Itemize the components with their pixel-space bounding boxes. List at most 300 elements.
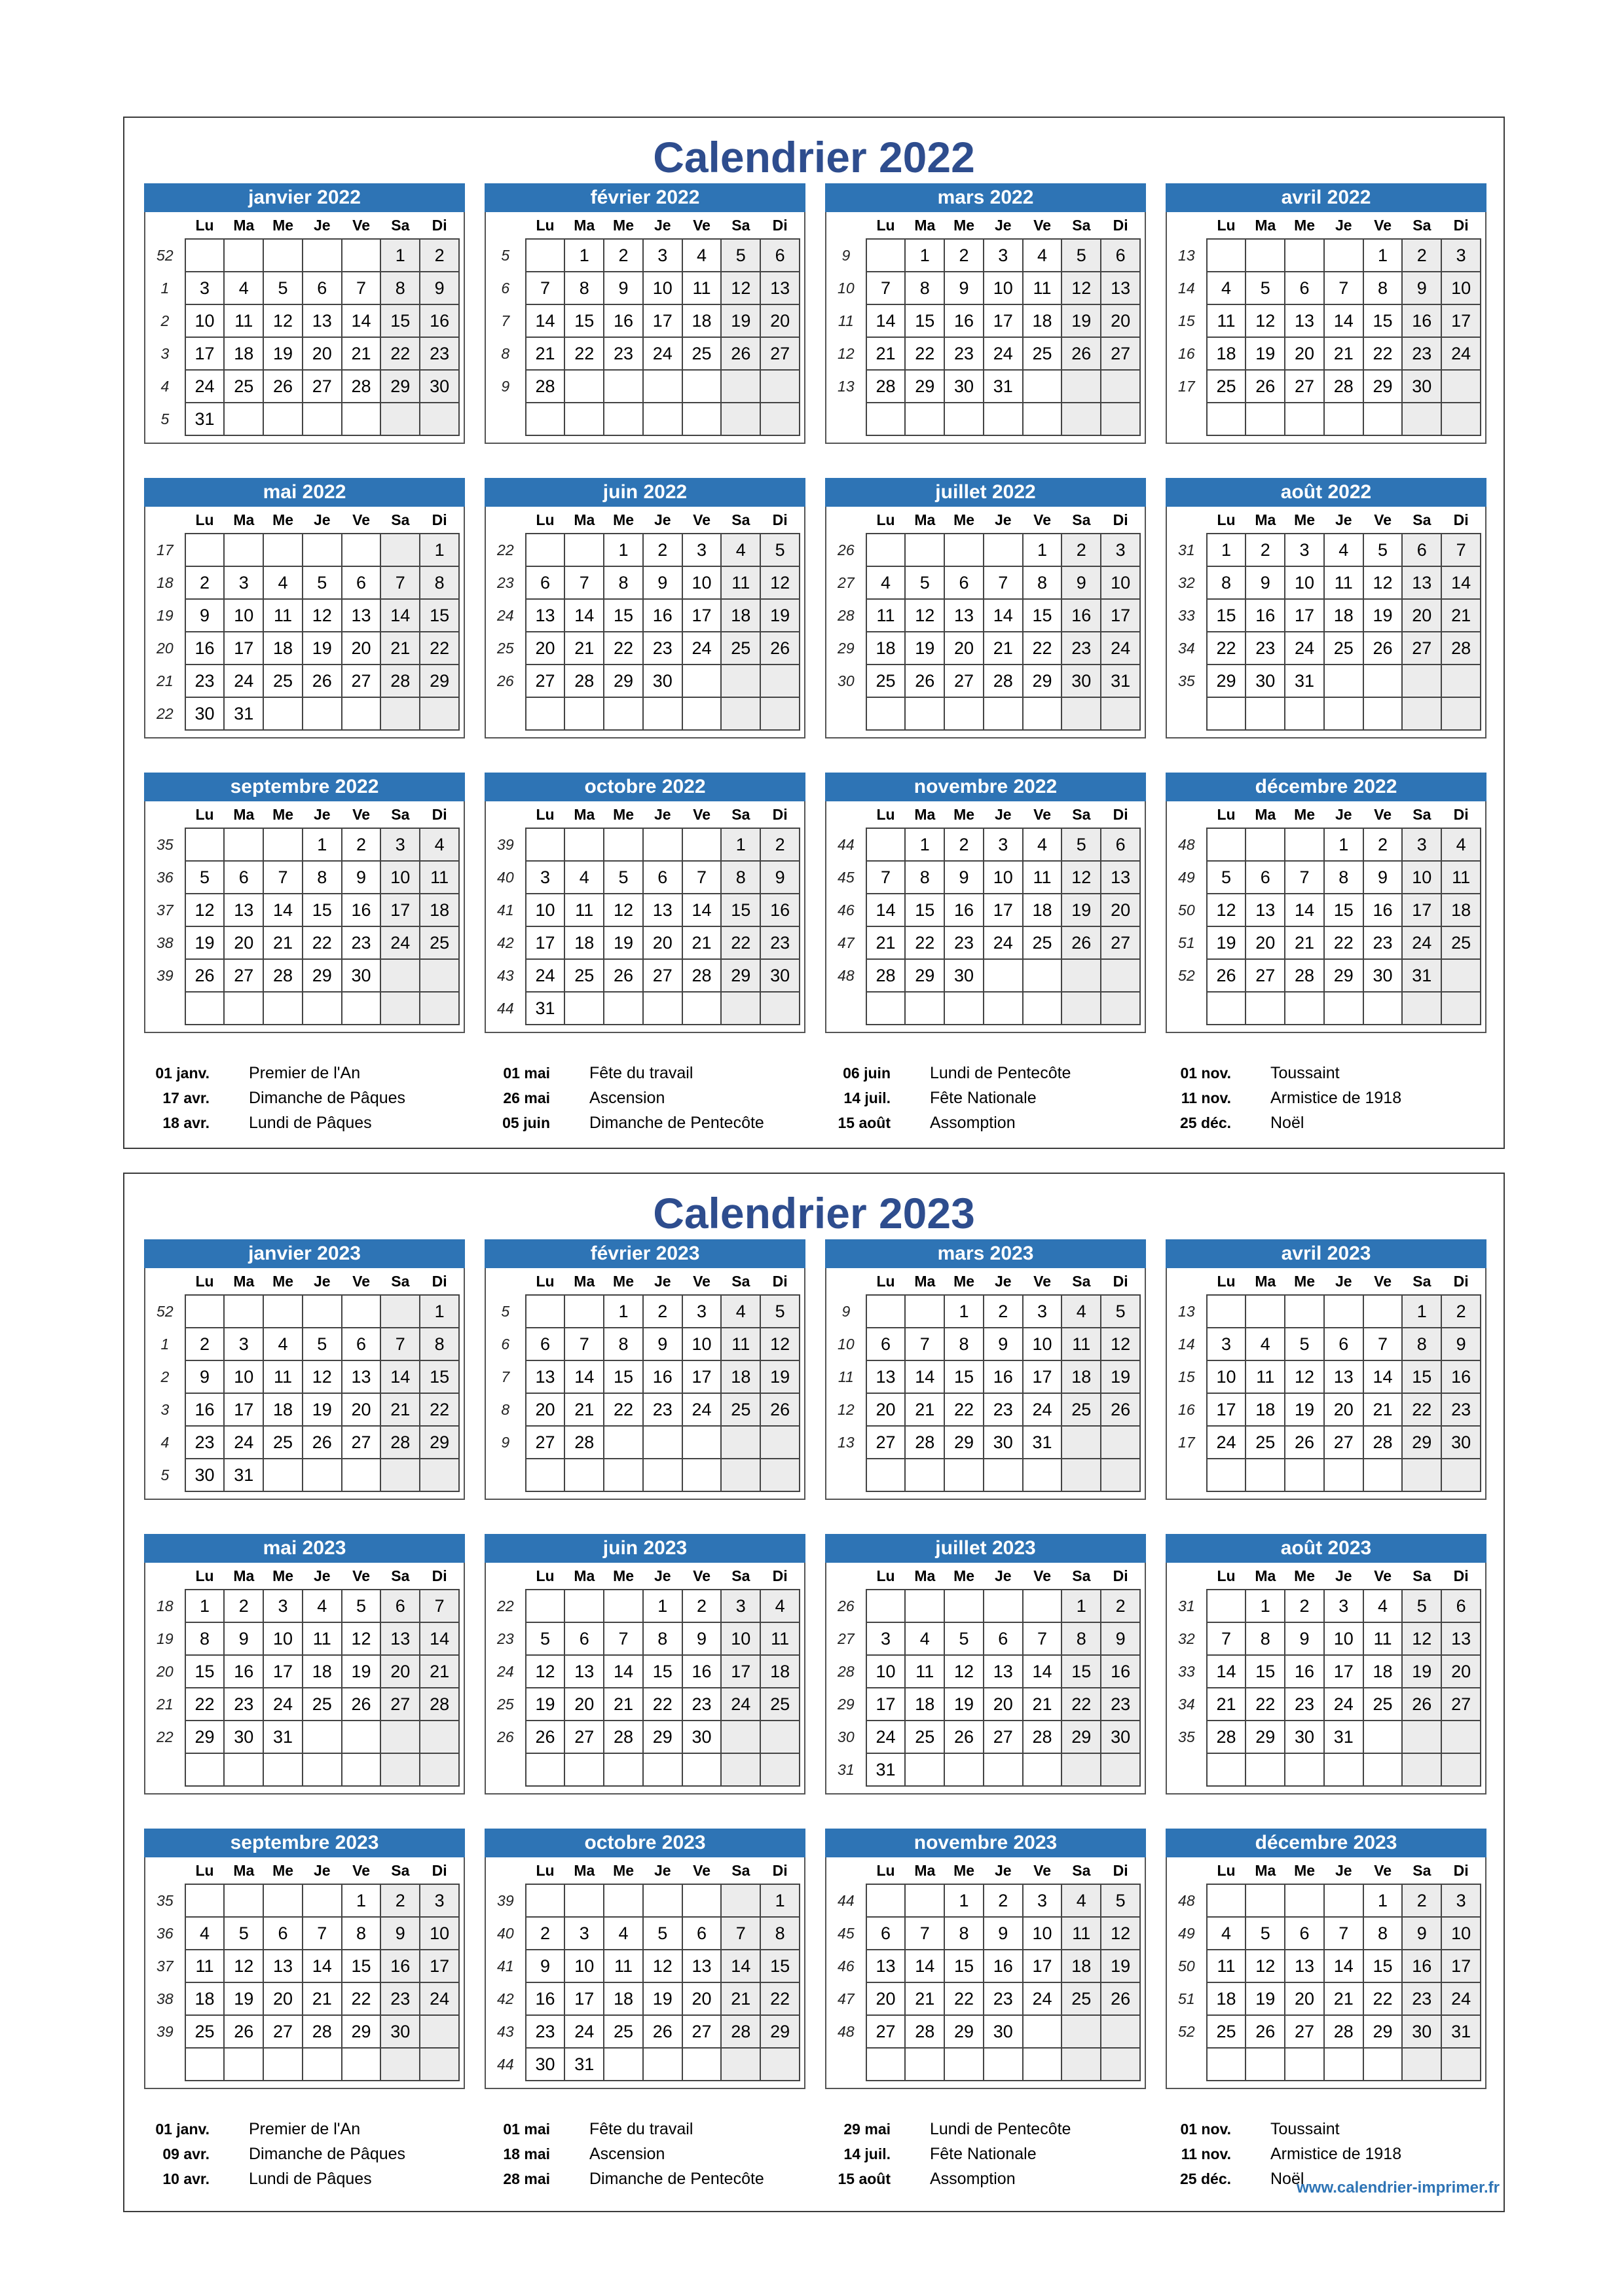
week-row xyxy=(1167,1426,1481,1459)
day-cell xyxy=(643,1459,682,1491)
day-cell: 13 xyxy=(224,894,263,926)
day-cell: 28 xyxy=(380,1426,420,1459)
day-cell xyxy=(1061,370,1101,403)
day-cell xyxy=(604,2048,643,2081)
day-cell: 9 xyxy=(944,272,984,304)
day-cell: 29 xyxy=(1363,2015,1403,2048)
day-cell: 18 xyxy=(760,1655,800,1688)
day-cell: 14 xyxy=(1363,1360,1403,1393)
day-cell: 24 xyxy=(1441,1982,1481,2015)
week-row xyxy=(1167,534,1481,566)
month-calendar xyxy=(485,773,805,1033)
day-cell: 27 xyxy=(224,959,263,992)
week-row xyxy=(486,828,800,861)
week-row xyxy=(826,1950,1140,1982)
week-row xyxy=(145,370,459,403)
day-cell: 30 xyxy=(1402,370,1441,403)
day-cell: 19 xyxy=(303,632,342,665)
day-cell: 6 xyxy=(866,1328,906,1360)
day-cell: 15 xyxy=(760,1950,800,1982)
day-cell: 11 xyxy=(905,1655,944,1688)
week-number: 32 xyxy=(1178,574,1195,591)
weekday-header: Me xyxy=(613,1567,635,1584)
week-number: 31 xyxy=(1178,1597,1195,1614)
week-number-header xyxy=(486,801,526,828)
holiday-date: 01 nov. xyxy=(1180,1065,1231,1082)
week-number: 13 xyxy=(838,377,855,395)
holiday-row xyxy=(805,1085,1146,1110)
weekday-header: Me xyxy=(613,216,634,234)
day-cell: 14 xyxy=(721,1950,760,1982)
day-cell: 18 xyxy=(1023,304,1062,337)
day-cell: 6 xyxy=(1101,828,1140,861)
day-cell: 3 xyxy=(1324,1590,1363,1622)
weekday-header: Je xyxy=(995,1861,1012,1879)
day-cell xyxy=(1324,1884,1363,1917)
day-cell: 3 xyxy=(224,566,263,599)
day-cell: 9 xyxy=(420,272,459,304)
week-row xyxy=(486,894,800,926)
day-cell: 6 xyxy=(866,1917,906,1950)
week-number: 18 xyxy=(157,1597,174,1614)
day-cell xyxy=(1285,1753,1324,1786)
day-cell: 25 xyxy=(905,1721,944,1753)
day-cell: 15 xyxy=(1402,1360,1441,1393)
day-cell xyxy=(1061,2015,1101,2048)
month-header: décembre 2023 xyxy=(1166,1829,1486,1857)
day-cell xyxy=(984,992,1023,1025)
weekday-header: Di xyxy=(1453,1272,1469,1290)
week-row xyxy=(486,534,800,566)
holiday-date: 25 déc. xyxy=(1180,1114,1231,1131)
day-cell: 31 xyxy=(1101,665,1140,697)
month-grid xyxy=(1166,1268,1486,1500)
holiday-date: 15 août xyxy=(838,1114,891,1131)
holiday-row xyxy=(1146,1085,1486,1110)
day-cell xyxy=(1441,2048,1481,2081)
weekday-header: Ma xyxy=(233,1272,255,1290)
day-cell: 9 xyxy=(643,566,682,599)
day-cell: 27 xyxy=(1101,337,1140,370)
month-calendar xyxy=(825,773,1146,1033)
day-cell xyxy=(1402,665,1441,697)
month-grid xyxy=(485,212,805,444)
footer-link[interactable]: www.calendrier-imprimer.fr xyxy=(1297,2179,1500,2196)
day-cell: 5 xyxy=(185,861,225,894)
day-cell xyxy=(380,534,420,566)
week-number: 42 xyxy=(497,1990,514,2007)
holiday-name: Premier de l'An xyxy=(249,1064,361,1082)
holiday-row xyxy=(465,2141,805,2166)
week-row xyxy=(826,632,1140,665)
day-cell: 26 xyxy=(1207,959,1246,992)
day-cell: 4 xyxy=(1441,828,1481,861)
week-row xyxy=(1167,1622,1481,1655)
day-cell xyxy=(263,697,303,730)
day-cell: 14 xyxy=(1441,566,1481,599)
holiday-name: Premier de l'An xyxy=(249,2120,361,2138)
day-cell: 31 xyxy=(564,2048,604,2081)
day-cell: 6 xyxy=(224,861,263,894)
day-cell xyxy=(1246,992,1285,1025)
day-cell: 24 xyxy=(1324,1688,1363,1721)
week-number xyxy=(486,1753,526,1786)
month-grid xyxy=(1166,212,1486,444)
day-cell: 26 xyxy=(1101,1982,1140,2015)
day-cell: 29 xyxy=(420,665,459,697)
week-row xyxy=(826,1590,1140,1622)
day-cell: 18 xyxy=(1207,337,1246,370)
month-header: décembre 2022 xyxy=(1166,773,1486,801)
day-cell: 31 xyxy=(263,1721,303,1753)
day-cell xyxy=(1324,403,1363,435)
day-cell: 19 xyxy=(526,1688,565,1721)
weekday-header: Je xyxy=(995,511,1012,528)
day-cell xyxy=(526,1753,565,1786)
week-number: 26 xyxy=(838,1597,855,1614)
day-cell xyxy=(420,1721,459,1753)
week-number: 39 xyxy=(157,2022,174,2040)
day-cell: 6 xyxy=(944,566,984,599)
day-cell xyxy=(682,697,722,730)
week-number: 9 xyxy=(501,377,510,395)
day-cell xyxy=(1363,665,1403,697)
day-cell xyxy=(342,2048,381,2081)
day-cell: 18 xyxy=(564,926,604,959)
day-cell: 15 xyxy=(721,894,760,926)
day-cell xyxy=(1285,697,1324,730)
day-cell xyxy=(604,1753,643,1786)
day-cell xyxy=(984,1459,1023,1491)
day-cell: 30 xyxy=(682,1721,722,1753)
weekday-header: Di xyxy=(1453,216,1469,234)
weekday-header: Lu xyxy=(876,1567,895,1584)
weekday-header: Lu xyxy=(195,805,214,823)
weekday-header: Sa xyxy=(1412,1567,1431,1584)
holiday-name: Toussaint xyxy=(1270,1064,1340,1082)
day-cell: 27 xyxy=(303,370,342,403)
day-cell: 24 xyxy=(866,1721,906,1753)
day-cell: 25 xyxy=(682,337,722,370)
day-cell: 31 xyxy=(185,403,225,435)
week-number: 44 xyxy=(497,2055,514,2073)
day-cell: 23 xyxy=(1101,1688,1140,1721)
day-cell xyxy=(224,534,263,566)
day-cell: 20 xyxy=(342,632,381,665)
day-cell: 12 xyxy=(1101,1917,1140,1950)
month-calendar xyxy=(144,1829,465,2089)
day-cell xyxy=(185,1884,225,1917)
day-cell xyxy=(984,1753,1023,1786)
day-cell: 28 xyxy=(1441,632,1481,665)
day-cell: 4 xyxy=(604,1917,643,1950)
day-cell: 3 xyxy=(1441,239,1481,272)
day-cell: 21 xyxy=(604,1688,643,1721)
day-cell: 26 xyxy=(760,1393,800,1426)
day-cell xyxy=(682,1459,722,1491)
day-cell: 11 xyxy=(721,566,760,599)
week-number: 17 xyxy=(157,541,174,558)
day-cell: 4 xyxy=(420,828,459,861)
day-cell xyxy=(866,534,906,566)
weekday-header: Ve xyxy=(1374,1861,1392,1879)
day-cell: 2 xyxy=(944,828,984,861)
day-cell xyxy=(1363,1295,1403,1328)
month-calendar xyxy=(825,1829,1146,2089)
day-cell: 28 xyxy=(1363,1426,1403,1459)
week-number xyxy=(1167,1753,1207,1786)
day-cell: 28 xyxy=(564,1426,604,1459)
day-cell: 20 xyxy=(526,1393,565,1426)
day-cell xyxy=(420,2015,459,2048)
day-cell: 26 xyxy=(604,959,643,992)
weekday-header: Ma xyxy=(1255,511,1276,528)
week-row xyxy=(826,272,1140,304)
day-cell: 9 xyxy=(1441,1328,1481,1360)
month-grid xyxy=(144,1857,465,2089)
day-cell: 4 xyxy=(1023,828,1062,861)
day-cell xyxy=(526,697,565,730)
day-cell xyxy=(1324,697,1363,730)
day-cell: 29 xyxy=(380,370,420,403)
week-number: 41 xyxy=(497,901,514,919)
weekday-header: Ma xyxy=(233,216,255,234)
day-cell: 20 xyxy=(1285,337,1324,370)
day-cell: 8 xyxy=(721,861,760,894)
day-cell: 23 xyxy=(1402,1982,1441,2015)
day-cell: 19 xyxy=(643,1982,682,2015)
day-cell xyxy=(866,1459,906,1491)
day-cell: 4 xyxy=(185,1917,225,1950)
day-cell xyxy=(1061,1459,1101,1491)
day-cell: 2 xyxy=(1402,239,1441,272)
week-number-header xyxy=(486,507,526,534)
day-cell: 18 xyxy=(1363,1655,1403,1688)
week-number: 12 xyxy=(838,344,855,362)
day-cell xyxy=(303,2048,342,2081)
day-cell: 25 xyxy=(1441,926,1481,959)
week-number-header xyxy=(826,212,866,239)
year-title: Calendrier 2022 xyxy=(653,133,975,181)
day-cell xyxy=(643,1753,682,1786)
week-row xyxy=(826,1328,1140,1360)
day-cell xyxy=(905,1295,944,1328)
day-cell: 14 xyxy=(682,894,722,926)
day-cell: 1 xyxy=(1023,534,1062,566)
holiday-name: Armistice de 1918 xyxy=(1270,1089,1402,1107)
day-cell: 18 xyxy=(185,1982,225,2015)
weekday-header: Sa xyxy=(391,1567,410,1584)
day-cell: 1 xyxy=(1246,1590,1285,1622)
day-cell: 17 xyxy=(1441,1950,1481,1982)
day-cell: 5 xyxy=(905,566,944,599)
weekday-header: Ve xyxy=(352,216,370,234)
day-cell xyxy=(1363,697,1403,730)
day-cell: 14 xyxy=(1207,1655,1246,1688)
weekday-header: Lu xyxy=(536,1272,555,1290)
day-cell: 1 xyxy=(1324,828,1363,861)
day-cell: 11 xyxy=(224,304,263,337)
day-cell xyxy=(263,1884,303,1917)
week-row xyxy=(826,1688,1140,1721)
day-cell xyxy=(526,239,565,272)
day-cell xyxy=(526,403,565,435)
week-number: 39 xyxy=(157,966,174,984)
day-cell: 22 xyxy=(185,1688,225,1721)
holiday-row xyxy=(124,2117,465,2141)
week-number: 38 xyxy=(157,1990,174,2007)
day-cell: 20 xyxy=(760,304,800,337)
week-row xyxy=(826,1622,1140,1655)
day-cell: 14 xyxy=(564,1360,604,1393)
day-cell xyxy=(760,2048,800,2081)
day-cell xyxy=(984,697,1023,730)
week-row xyxy=(1167,1982,1481,2015)
week-number: 51 xyxy=(1178,934,1195,951)
week-row xyxy=(145,1884,459,1917)
day-cell: 4 xyxy=(866,566,906,599)
day-cell: 26 xyxy=(526,1721,565,1753)
month-grid xyxy=(825,801,1146,1033)
day-cell xyxy=(1207,1295,1246,1328)
day-cell: 5 xyxy=(526,1622,565,1655)
week-number: 14 xyxy=(1178,279,1195,297)
day-cell xyxy=(1285,1459,1324,1491)
day-cell xyxy=(303,1295,342,1328)
week-row xyxy=(1167,1917,1481,1950)
day-cell: 9 xyxy=(1402,272,1441,304)
day-cell: 24 xyxy=(1101,632,1140,665)
day-cell: 28 xyxy=(866,370,906,403)
week-number: 16 xyxy=(1178,1400,1195,1418)
weekday-header: Lu xyxy=(876,1861,895,1879)
day-cell: 21 xyxy=(1023,1688,1062,1721)
day-cell xyxy=(984,534,1023,566)
weekday-header: Di xyxy=(432,1567,447,1584)
week-row xyxy=(1167,1655,1481,1688)
day-cell: 13 xyxy=(1441,1622,1481,1655)
week-number xyxy=(1167,992,1207,1025)
day-cell xyxy=(760,1721,800,1753)
day-cell: 3 xyxy=(1441,1884,1481,1917)
day-cell: 26 xyxy=(1285,1426,1324,1459)
day-cell: 6 xyxy=(303,272,342,304)
day-cell: 4 xyxy=(682,239,722,272)
day-cell: 15 xyxy=(420,1360,459,1393)
day-cell xyxy=(1061,959,1101,992)
day-cell: 28 xyxy=(682,959,722,992)
day-cell: 30 xyxy=(1285,1721,1324,1753)
day-cell: 24 xyxy=(721,1688,760,1721)
day-cell: 3 xyxy=(1023,1295,1062,1328)
weekday-header: Sa xyxy=(391,805,410,823)
day-cell: 17 xyxy=(263,1655,303,1688)
day-cell xyxy=(682,1884,722,1917)
day-cell xyxy=(185,1753,225,1786)
week-row xyxy=(486,1328,800,1360)
week-number: 24 xyxy=(497,606,514,624)
day-cell: 18 xyxy=(224,337,263,370)
holiday-row xyxy=(1146,2141,1486,2166)
week-row xyxy=(486,1721,800,1753)
holiday-date: 17 avr. xyxy=(162,1089,210,1106)
day-cell: 25 xyxy=(721,1393,760,1426)
day-cell: 2 xyxy=(1246,534,1285,566)
day-cell: 15 xyxy=(944,1360,984,1393)
day-cell: 19 xyxy=(760,1360,800,1393)
day-cell: 27 xyxy=(342,1426,381,1459)
week-number: 29 xyxy=(838,639,855,657)
day-cell: 18 xyxy=(1441,894,1481,926)
week-row xyxy=(486,272,800,304)
week-number: 10 xyxy=(838,279,855,297)
week-row xyxy=(145,1426,459,1459)
day-cell xyxy=(866,403,906,435)
day-cell: 26 xyxy=(1061,337,1101,370)
week-number: 44 xyxy=(497,999,514,1017)
day-cell: 18 xyxy=(1061,1360,1101,1393)
day-cell: 10 xyxy=(224,1360,263,1393)
week-row xyxy=(1167,828,1481,861)
day-cell: 22 xyxy=(643,1688,682,1721)
day-cell xyxy=(303,1459,342,1491)
day-cell: 27 xyxy=(760,337,800,370)
month-header: juin 2022 xyxy=(485,478,805,507)
month-calendar xyxy=(144,1239,465,1500)
month-header: août 2022 xyxy=(1166,478,1486,507)
day-cell xyxy=(682,992,722,1025)
holiday-row xyxy=(124,2166,465,2191)
weekday-header: Ve xyxy=(693,805,710,823)
day-cell: 7 xyxy=(866,861,906,894)
day-cell: 14 xyxy=(866,304,906,337)
day-cell: 19 xyxy=(1285,1393,1324,1426)
day-cell: 7 xyxy=(721,1917,760,1950)
week-number: 21 xyxy=(157,1695,174,1713)
day-cell: 23 xyxy=(420,337,459,370)
day-cell: 2 xyxy=(682,1590,722,1622)
holiday-row xyxy=(124,1061,465,1085)
day-cell xyxy=(905,403,944,435)
week-number: 2 xyxy=(160,1368,170,1385)
day-cell: 19 xyxy=(1363,599,1403,632)
day-cell: 28 xyxy=(564,665,604,697)
day-cell: 16 xyxy=(185,632,225,665)
day-cell: 24 xyxy=(263,1688,303,1721)
weekday-header: Sa xyxy=(1072,216,1091,234)
day-cell: 11 xyxy=(185,1950,225,1982)
day-cell: 19 xyxy=(224,1982,263,2015)
week-number: 19 xyxy=(157,606,174,624)
day-cell xyxy=(420,403,459,435)
day-cell xyxy=(721,1721,760,1753)
day-cell: 5 xyxy=(1363,534,1403,566)
day-cell: 10 xyxy=(380,861,420,894)
day-cell: 5 xyxy=(263,272,303,304)
day-cell xyxy=(866,697,906,730)
day-cell: 1 xyxy=(342,1884,381,1917)
month-calendar xyxy=(485,478,805,738)
holiday-date: 14 juil. xyxy=(843,2145,891,2162)
day-cell xyxy=(760,403,800,435)
day-cell: 20 xyxy=(1441,1655,1481,1688)
day-cell xyxy=(263,403,303,435)
day-cell xyxy=(1207,403,1246,435)
day-cell: 3 xyxy=(1285,534,1324,566)
day-cell xyxy=(185,828,225,861)
week-row xyxy=(486,992,800,1025)
day-cell: 16 xyxy=(760,894,800,926)
